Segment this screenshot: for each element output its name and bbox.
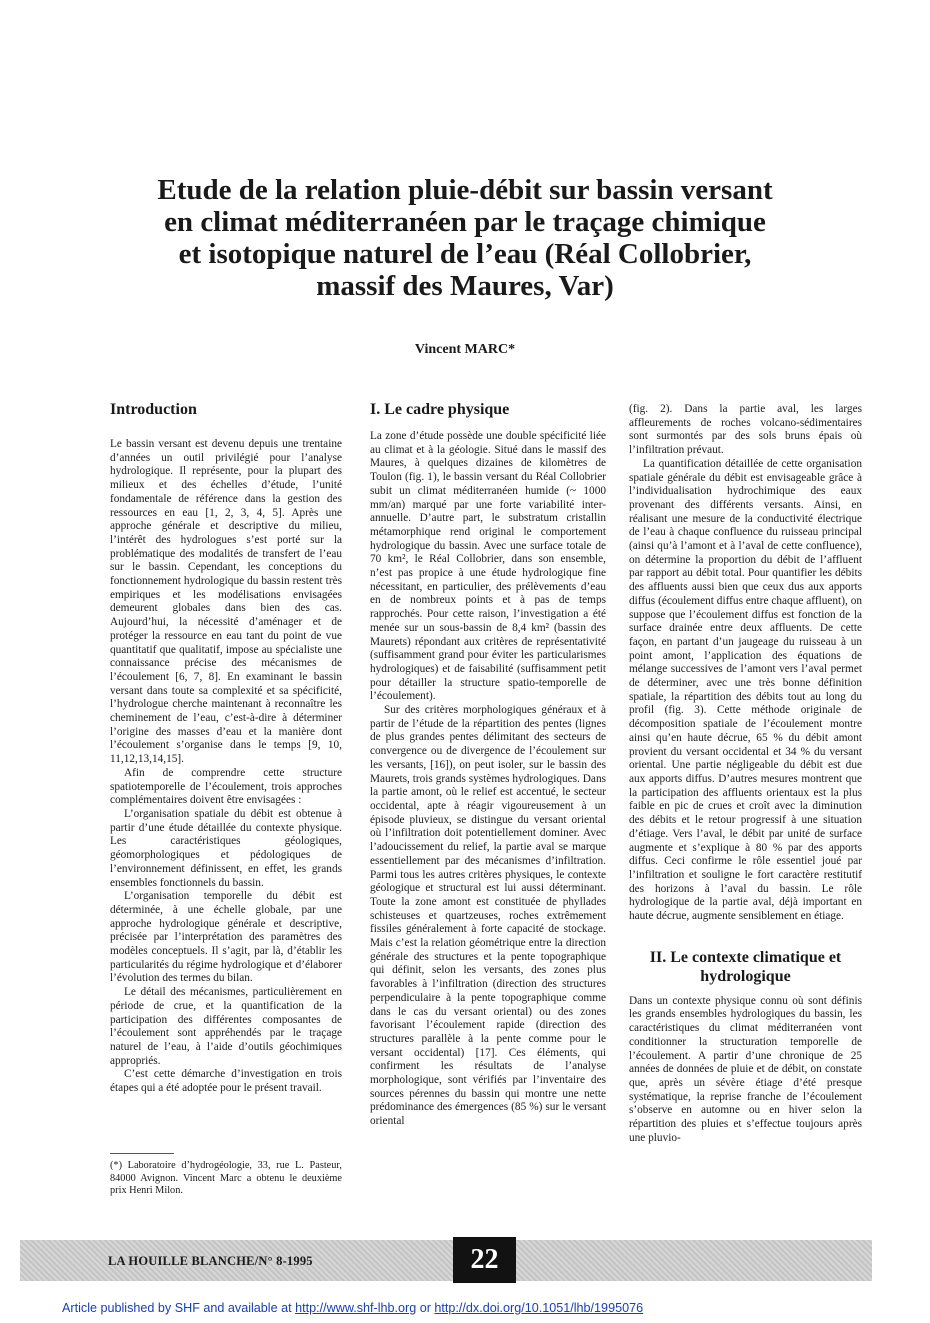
title-line: massif des Maures, Var)	[316, 270, 614, 302]
title-line: et isotopique naturel de l’eau (Réal Collobrier,	[178, 238, 752, 270]
paragraph: (fig. 2). Dans la partie aval, les larges affleurements de roches volcano-sédimentaires sont surmontés par des sols bruns épais où l’infiltration prévaut.	[629, 403, 862, 457]
paragraph: L’organisation temporelle du débit est déterminée, à une échelle globale, par une approche hydrologique générale et descriptive, précisée par l’interprétation des paramètres des modèles conceptuels. Il s’agit, par là, d’établir les particularités du régime hydrologique et d’élaborer l’évolution des termes du bilan.	[110, 890, 342, 985]
paragraph: La zone d’étude possède une double spécificité liée au climat et à la géologie. Situé dans le massif des Maures, à quelques dizaines de kilomètres de Toulon (fig. 1), le bassin versant du Réal Collobrier subit un climat méditerranéen humide (~ 1000 mm/an) marqué par une forte variabilité inter-annuelle. D’autre part, le substratum cristallin métamorphique rend original le comportement hydrologique du bassin. Avec une surface totale de 70 km², le Réal Collobrier, dans son ensemble, n’est pas propice à une étude hydrologique fine nécessitant, en particulier, des prélèvements d’eau en de nombreux points et à pas de temps rapprochés. Pour cette raison, l’investigation a été menée sur un sous-bassin de 8,4 km² (bassin des Maurets) répondant aux critères de représentativité (suffisamment grand pour éviter les particularismes hydrologiques) et de faisabilité (suffisamment petit pour détailler la structure spatio-temporelle de l’écoulement).	[370, 430, 606, 703]
doi-link[interactable]: http://dx.doi.org/10.1051/lhb/1995076	[434, 1301, 644, 1315]
column-middle	[370, 400, 606, 1129]
paragraph: Sur des critères morphologiques généraux et à partir de l’étude de la répartition des pentes (lignes de plus grandes pentes délimitant des secteurs de convergence ou de divergence de l’écoulement sur les versants, [16]), on peut isoler, sur le bassin des Maurets, trois grands systèmes hydrologiques. Dans la partie amont, où le relief est accentué, le secteur occidental, apte à réagir vigoureusement à un épisode pluvieux, se distingue du versant oriental où l’infiltration doit potentiellement dominer. Avec l’adoucissement du relief, la partie aval se marque essentiellement par des mécanismes d’infiltration. Parmi tous les autres critères physiques, le contexte géologique et structural est lui aussi déterminant. Toute la zone amont est constituée de phyllades schisteuses et quartzeuses, roches extrêmement fissiles généralement à forte capacité de stockage. Mais c’est la relation géométrique entre la direction générale des structures et la pente topographique qui définit, selon les versants, des zones plus favorables à l’infiltration (direction des structures perpendiculaire à la pente topographique comme dans le cas du versant oriental) ou des zones favorisant l’écoulement rapide (direction des structures parallèle à la pente comme pour le versant occidental) [17]. Ces éléments, qui confirment les résultats de l’analyse morphologique, sont vérifiés par l’inventaire des sources pérennes du bassin qui montre une nette prédominance des émergences (85 %) sur le versant oriental	[370, 704, 606, 1128]
publication-footer	[62, 1301, 643, 1315]
paragraph: Le bassin versant est devenu depuis une trentaine d’années un outil privilégié pour l’analyse hydrologique. Il représente, pour la plupart des milieux et des échelles d’étude, l’unité fondamentale de référence dans la gestion des ressources en eau [1, 2, 3, 4, 5]. Après une approche générale et descriptive du milieu, l’intérêt des hydrologues s’est porté sur la problématique des modalités de transfert de l’eau sur le bassin. Cependant, les conceptions du fonctionnement hydrologique du bassin restent très empiriques et les modélisations envisagées demeurent globales dans bien des cas. Aujourd’hui, la nécessité d’aménager et de protéger la ressource en eau tant du point de vue quantitatif que qualitatif, impose au spécialiste une connaissance précise des mécanismes de l’écoulement [6, 7, 8]. En examinant le bassin versant dans toute sa complexité et sa spécificité, l’hydrologue cherche maintenant à reconnaître les cheminement de l’eau, c’est-à-dire à déterminer l’origine des masses d’eau et la manière dont l’écoulement s’organise dans le temps [9, 10, 11,12,13,14,15].	[110, 438, 342, 766]
paragraph: L’organisation spatiale du débit est obtenue à partir d’une étude détaillée du contexte physique. Les caractéristiques géologiques, géomorphologiques et pédologiques de l’environnement définissent, en effet, les grands ensembles fonctionnels du bassin.	[110, 807, 342, 889]
shf-link[interactable]: http://www.shf-lhb.org	[295, 1301, 417, 1315]
column-right	[629, 403, 862, 1145]
paragraph: Le détail des mécanismes, particulièrement en période de crue, et la quantification de la participation des différentes composantes de l’écoulement sont appréhendés par le traçage naturel de l’eau, à l’aide d’outils géochimiques appropriés.	[110, 986, 342, 1067]
paragraph: Afin de comprendre cette structure spatiotemporelle de l’écoulement, trois approches complémentaires doivent être envisagées :	[110, 766, 342, 807]
footer-text: Article published by SHF and available at	[62, 1301, 296, 1315]
footnote: (*) Laboratoire d’hydrogéologie, 33, rue L. Pasteur, 84000 Avignon. Vincent Marc a obtenu le deuxième prix Henri Milon.	[110, 1160, 342, 1197]
journal-name: LA HOUILLE BLANCHE/N° 8-1995	[108, 1254, 313, 1268]
page-number: 22	[453, 1237, 516, 1283]
paragraph: Dans un contexte physique connu où sont définis les grands ensembles hydrologiques du bassin, les caractéristiques du climat méditerranéen vont conditionner la structuration temporelle de l’écoulement. A partir d’une chronique de 25 années de données de pluie et de débit, on constate que, après un sévère étiage d’été presque systématique, la reprise franche de l’écoulement s’observe en automne ou en hiver selon la répartition des pluies et s’effectue toujours après une pluvio-	[629, 994, 862, 1144]
author-name: Vincent MARC*	[414, 342, 516, 357]
paragraph: C’est cette démarche d’investigation en trois étapes qui a été adoptée pour le présent travail.	[110, 1068, 342, 1095]
footer-text: or	[416, 1301, 435, 1315]
article-title	[110, 174, 820, 302]
section-heading-introduction: Introduction	[110, 401, 197, 418]
footnote-rule	[110, 1153, 174, 1154]
title-line: en climat méditerranéen par le traçage chimique	[164, 206, 766, 238]
paragraph: La quantification détaillée de cette organisation spatiale générale du débit est envisageable grâce à l’individualisation hydrochimique des eaux provenant des différents versants. Ainsi, en réalisant une mesure de la conductivité électrique de l’eau à chaque confluence du ruisseau principal (ainsi qu’à l’amont et à l’aval de cette confluence), on détermine la proportion du débit de l’affluent par rapport au débit total. Pour quantifier les débits des affluents aussi bien que ceux dus aux apports diffus (écoulement diffus entre chaque affluent), on suppose que l’écoulement diffus est fonction de la surface drainée entre deux affluents. De cette façon, en partant d’un jaugeage du ruisseau à un point amont, l’application des équations de mélange successives de l’amont vers l’aval permet de déterminer, avec une très bonne définition spatiale, la répartition des débits tout au long du profil (fig. 3). Cette méthode originale de décomposition spatiale de l’écoulement montre ainsi qu’en haute décrue, 65 % du débit amont provient du versant occidental et 34 % du versant oriental. Une partie négligeable du débit est due aux apports diffus. D’autres mesures montrent que la participation des affluents orientaux est la plus faible en pic de crues et croît avec la diminution des débits et le retour progressif à une situation d’étiage. Vers l’aval, le débit par unité de surface augmente et s’explique à 80 % par des apports diffus. Ceci confirme le rôle essentiel joué par l’infiltration et souligne le fort caractère restitutif des horizons à l’aval du bassin. Le rôle hydrologique de la partie aval, déjà important en haute décrue, augmente sensiblement en étiage.	[629, 457, 862, 923]
section-heading-cadre-physique: I. Le cadre physique	[370, 401, 510, 418]
title-line: Etude de la relation pluie-débit sur bassin versant	[157, 174, 773, 206]
section-heading-contexte-climatique: II. Le contexte climatique et hydrologique	[649, 948, 842, 985]
column-left	[110, 400, 342, 1096]
